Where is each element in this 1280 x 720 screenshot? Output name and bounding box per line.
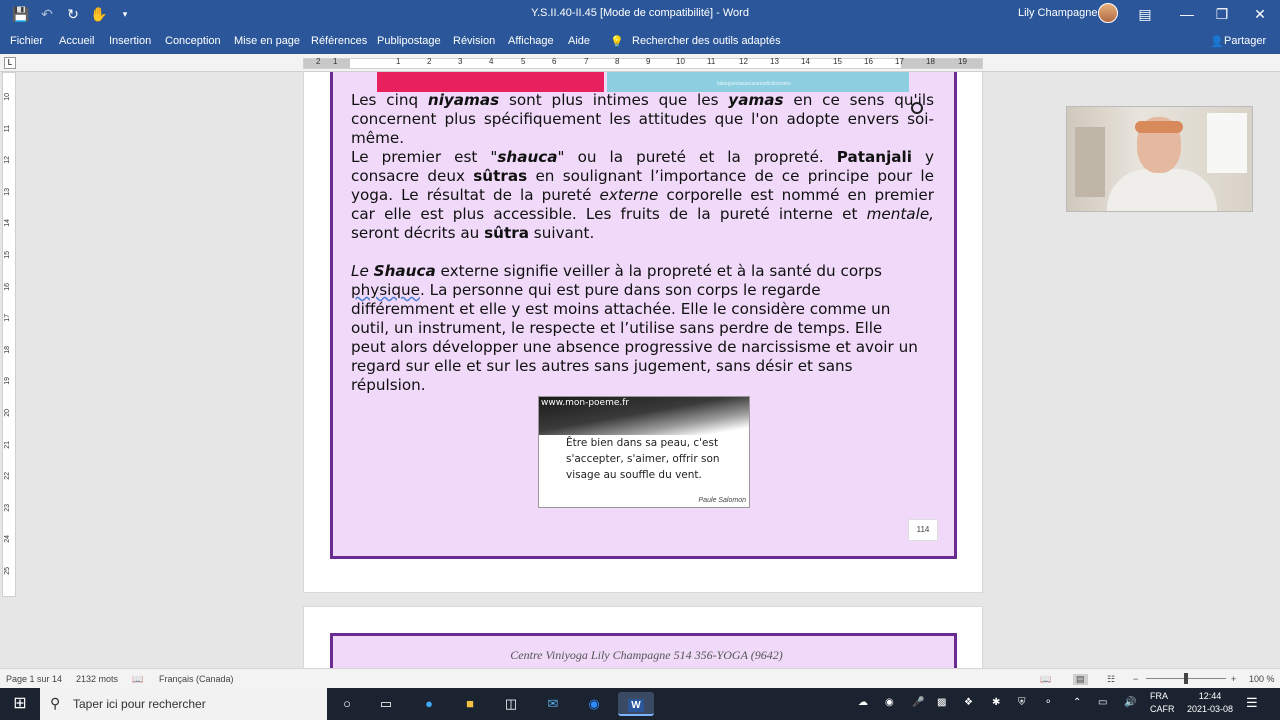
clock[interactable] (1180, 690, 1240, 716)
touch-icon[interactable]: ✋ (90, 6, 108, 22)
avatar[interactable] (1098, 3, 1118, 23)
text-run: yoga. Le résultat de la pureté (351, 186, 600, 204)
text-run: yamas (728, 91, 784, 109)
text-run: consacre deux (351, 167, 474, 185)
text-run: sûtra (484, 224, 529, 242)
notifications-icon[interactable]: ☰ (1246, 695, 1258, 710)
ruler-number: 4 (489, 57, 494, 66)
webcam-person-body (1107, 169, 1217, 212)
ruler-number: 22 (4, 472, 11, 480)
text-run: Le (351, 262, 374, 280)
search-placeholder: Taper ici pour rechercher (73, 697, 206, 711)
ribbon-options-icon[interactable]: ▤ (1138, 6, 1152, 22)
document-canvas[interactable] (18, 72, 1280, 668)
word-app-icon[interactable]: W (618, 692, 654, 716)
text-line (351, 110, 934, 129)
user-name[interactable]: Lily Champagne (1018, 7, 1098, 19)
text-run: regard sur elle et sur les autres sans jugement, sans désir et sans (351, 357, 853, 375)
text-run: concernent plus spécifiquement les attitudes que l'on adopte envers soi- (351, 110, 934, 128)
text-line (351, 205, 934, 224)
undo-icon[interactable]: ↶ (41, 6, 53, 22)
spellcheck-underline[interactable]: physique (351, 281, 420, 299)
save-icon[interactable]: 💾 (12, 6, 30, 22)
ruler-margin-right (901, 59, 982, 68)
ruler-number: 1 (333, 57, 338, 66)
page-header-text: Centre Viniyoga Lily Champagne 514 356-YOGA (9642) (510, 648, 783, 662)
text-run: externe signifie veiller à la propreté et à la santé du corps (435, 262, 882, 280)
text-run: externe (599, 186, 659, 204)
webcam-overlay (1066, 106, 1253, 212)
banner-pink (377, 72, 604, 92)
ruler-number: 11 (4, 125, 11, 133)
ruler-number: 9 (646, 57, 651, 66)
task-view-icon[interactable]: ▭ (379, 696, 393, 711)
zoom-slider-thumb[interactable] (1184, 673, 1188, 684)
text-run: différemment et elle y est moins attachée. Elle le considère comme un (351, 300, 891, 318)
minimize-icon[interactable]: — (1180, 6, 1194, 22)
ruler-number: 18 (4, 346, 11, 354)
mouse-cursor-icon (911, 102, 923, 114)
page-number-badge: 114 (908, 519, 938, 541)
text-run: en ce sens qu'ils (783, 91, 934, 109)
ruler-number: 24 (4, 535, 11, 543)
lightbulb-icon[interactable]: 💡 (610, 36, 624, 48)
text-run: " ou la pureté et la propreté. (557, 148, 837, 166)
text-run: sont plus intimes que les (499, 91, 729, 109)
tell-me-search[interactable]: Rechercher des outils adaptés (632, 35, 781, 47)
webcam-window (1207, 113, 1247, 173)
text-run: Le premier est " (351, 148, 498, 166)
microphone-icon[interactable]: 🎤 (912, 697, 925, 708)
ruler-number: 3 (458, 57, 463, 66)
text-line (351, 376, 934, 395)
ruler-number: 19 (958, 57, 967, 66)
banner-blue (607, 72, 909, 92)
text-run: Shauca (373, 262, 436, 280)
redo-icon[interactable]: ↻ (67, 6, 79, 22)
paragraph-shauca[interactable] (351, 148, 934, 243)
webcam-shelf (1075, 127, 1105, 197)
text-line (351, 262, 934, 281)
ruler-number: 19 (4, 377, 11, 385)
text-run: shauca (497, 148, 558, 166)
ruler-number: 1 (396, 57, 401, 66)
search-icon: ⚲ (50, 695, 61, 711)
read-mode-icon[interactable]: 📖 (1040, 674, 1052, 684)
zoom-app-icon[interactable]: ◉ (588, 696, 600, 711)
close-icon[interactable]: ✕ (1254, 6, 1266, 22)
ruler-number: 15 (833, 57, 842, 66)
onedrive-icon[interactable]: ☁ (858, 697, 868, 708)
text-run: mentale, (866, 205, 934, 223)
page-border-frame (330, 72, 957, 559)
ruler-number: 18 (926, 57, 935, 66)
text-run: suivant. (528, 224, 595, 242)
vertical-ruler[interactable] (2, 72, 16, 597)
cortana-icon[interactable]: ○ (343, 696, 351, 711)
ruler-number: 21 (4, 441, 11, 449)
text-line (351, 300, 934, 319)
text-line (351, 129, 934, 148)
quote-url: www.mon-poeme.fr (541, 398, 630, 408)
page[interactable] (303, 72, 983, 593)
ruler-number: 16 (4, 283, 11, 291)
page-count[interactable]: Page 1 sur 14 (6, 674, 63, 684)
ruler-number: 13 (4, 188, 11, 196)
tab-conception[interactable]: Conception (165, 35, 221, 47)
tab-mise-en-page[interactable]: Mise en page (234, 35, 301, 47)
restore-icon[interactable]: ❐ (1215, 6, 1229, 22)
chevron-up-icon[interactable]: ⌃ (1073, 697, 1082, 708)
text-line (351, 186, 934, 205)
camera-icon[interactable]: ▩ (937, 697, 947, 708)
text-run: même. (351, 129, 405, 147)
ruler-number: 10 (4, 93, 11, 101)
window-title: Y.S.II.40-II.45 [Mode de compatibilité] - Word (531, 7, 749, 19)
ruler-number: 12 (4, 156, 11, 164)
quote-author: Paule Salomon (698, 497, 746, 504)
text-line (351, 167, 934, 186)
paragraph-niyamas[interactable] (351, 91, 934, 148)
ruler-number: 15 (4, 251, 11, 259)
banner-caption: lalangueclasseusuresdictionnaire (717, 81, 791, 87)
print-layout-icon[interactable]: ▤ (1073, 674, 1088, 685)
page[interactable] (303, 606, 983, 668)
page-border-frame (330, 633, 957, 668)
webcam-headband (1135, 121, 1183, 133)
ruler-number: 7 (584, 57, 589, 66)
text-run: . La personne qui est pure dans son corps le regarde (420, 281, 821, 299)
edge-icon[interactable]: ● (425, 696, 433, 711)
text-line (351, 357, 934, 376)
store-icon[interactable]: ◫ (504, 696, 518, 711)
text-line (351, 319, 934, 338)
tab-selector[interactable]: L (4, 57, 16, 69)
network-icon[interactable]: ▭ (1098, 697, 1108, 708)
ruler-number: 13 (770, 57, 779, 66)
share-button[interactable]: Partager (1224, 35, 1267, 47)
quote-image[interactable] (538, 396, 750, 508)
text-run: en soulignant l’importance de ce principe pour le (527, 167, 934, 185)
ruler-number: 5 (521, 57, 526, 66)
tab-publipostage[interactable]: Publipostage (377, 35, 441, 47)
ruler-number: 8 (615, 57, 620, 66)
text-line (351, 281, 934, 300)
bluetooth-icon[interactable]: ✱ (992, 697, 1001, 708)
file-explorer-icon[interactable]: ■ (466, 696, 474, 711)
text-run: répulsion. (351, 376, 426, 394)
ruler-number: 12 (739, 57, 748, 66)
language-status[interactable]: Français (Canada) (159, 674, 234, 684)
title-bar (0, 0, 1280, 28)
ruler-number: 14 (801, 57, 810, 66)
horizontal-ruler[interactable] (0, 54, 1280, 72)
web-layout-icon[interactable]: ☷ (1107, 674, 1116, 684)
input-language[interactable] (1150, 690, 1175, 716)
text-line (351, 91, 934, 110)
ruler-number: 2 (316, 57, 321, 66)
word-count[interactable]: 2132 mots (76, 674, 119, 684)
text-run: niyamas (427, 91, 500, 109)
proofing-icon[interactable]: 📖 (132, 674, 144, 684)
volume-icon[interactable]: 🔊 (1124, 697, 1137, 708)
text-line (351, 224, 934, 243)
text-run: Patanjali (836, 148, 912, 166)
tab-affichage[interactable]: Affichage (508, 35, 554, 47)
language-code: FRA (1150, 691, 1168, 701)
ruler-number: 11 (707, 57, 716, 66)
ribbon-tabs (0, 28, 1280, 54)
ruler-number: 2 (427, 57, 432, 66)
mail-icon[interactable]: ✉ (547, 696, 559, 711)
tab-references[interactable]: Références (311, 35, 368, 47)
tab-fichier[interactable]: Fichier (10, 35, 44, 47)
ruler-number: 10 (676, 57, 685, 66)
dropbox-icon[interactable]: ❖ (964, 697, 973, 708)
zoom-tray-icon[interactable]: ◉ (885, 697, 894, 708)
text-run: y (911, 148, 935, 166)
windows-start-icon[interactable]: ⊞ (13, 695, 27, 712)
security-icon[interactable]: ⛨ (1018, 697, 1026, 708)
ruler-number: 16 (864, 57, 873, 66)
paragraph-shauca-externe[interactable] (351, 262, 934, 395)
ruler-number: 14 (4, 219, 11, 227)
customize-icon[interactable]: ▾ (122, 9, 128, 19)
ruler-margin-left (304, 59, 350, 68)
keyboard-code: CAFR (1150, 704, 1175, 714)
ruler-number: 23 (4, 504, 11, 512)
text-run: outil, un instrument, le respecte et l’utilise sans perdre de temps. Elle (351, 319, 883, 337)
taskbar (0, 688, 1280, 720)
text-run: sûtras (473, 167, 528, 185)
ruler-track[interactable] (303, 58, 983, 69)
text-run: Les cinq (351, 91, 428, 109)
ruler-number: 6 (552, 57, 557, 66)
taskbar-search[interactable] (40, 688, 327, 720)
clock-date: 2021-03-08 (1186, 704, 1234, 714)
ruler-number: 17 (895, 57, 904, 66)
quote-text: Être bien dans sa peau, c'est s'accepter, s'aimer, offrir son visage au souffle du vent. (566, 437, 720, 481)
tab-revision[interactable]: Révision (453, 35, 496, 47)
zoom-in-button[interactable]: + (1231, 674, 1237, 684)
headset-icon[interactable]: ⚬ (1044, 697, 1053, 708)
tab-insertion[interactable]: Insertion (109, 35, 152, 47)
ruler-number: 20 (4, 409, 11, 417)
tab-aide[interactable]: Aide (568, 35, 591, 47)
text-run: seront décrits au (351, 224, 485, 242)
ruler-number: 17 (4, 314, 11, 322)
ruler-number: 25 (4, 567, 11, 575)
text-line (351, 148, 934, 167)
zoom-level[interactable]: 100 % (1249, 674, 1275, 684)
text-run: peut alors développer une absence progressive de narcissisme et avoir un (351, 338, 918, 356)
text-run: car elle est plus accessible. Les fruits de la pureté interne et (351, 205, 867, 223)
clock-time: 12:44 (1198, 691, 1222, 701)
person-icon[interactable]: 👤 (1210, 36, 1224, 48)
status-bar (0, 668, 1280, 688)
tab-accueil[interactable]: Accueil (59, 35, 95, 47)
zoom-out-button[interactable]: − (1133, 674, 1139, 684)
text-line (351, 338, 934, 357)
text-run: corporelle est nommé en premier (658, 186, 934, 204)
